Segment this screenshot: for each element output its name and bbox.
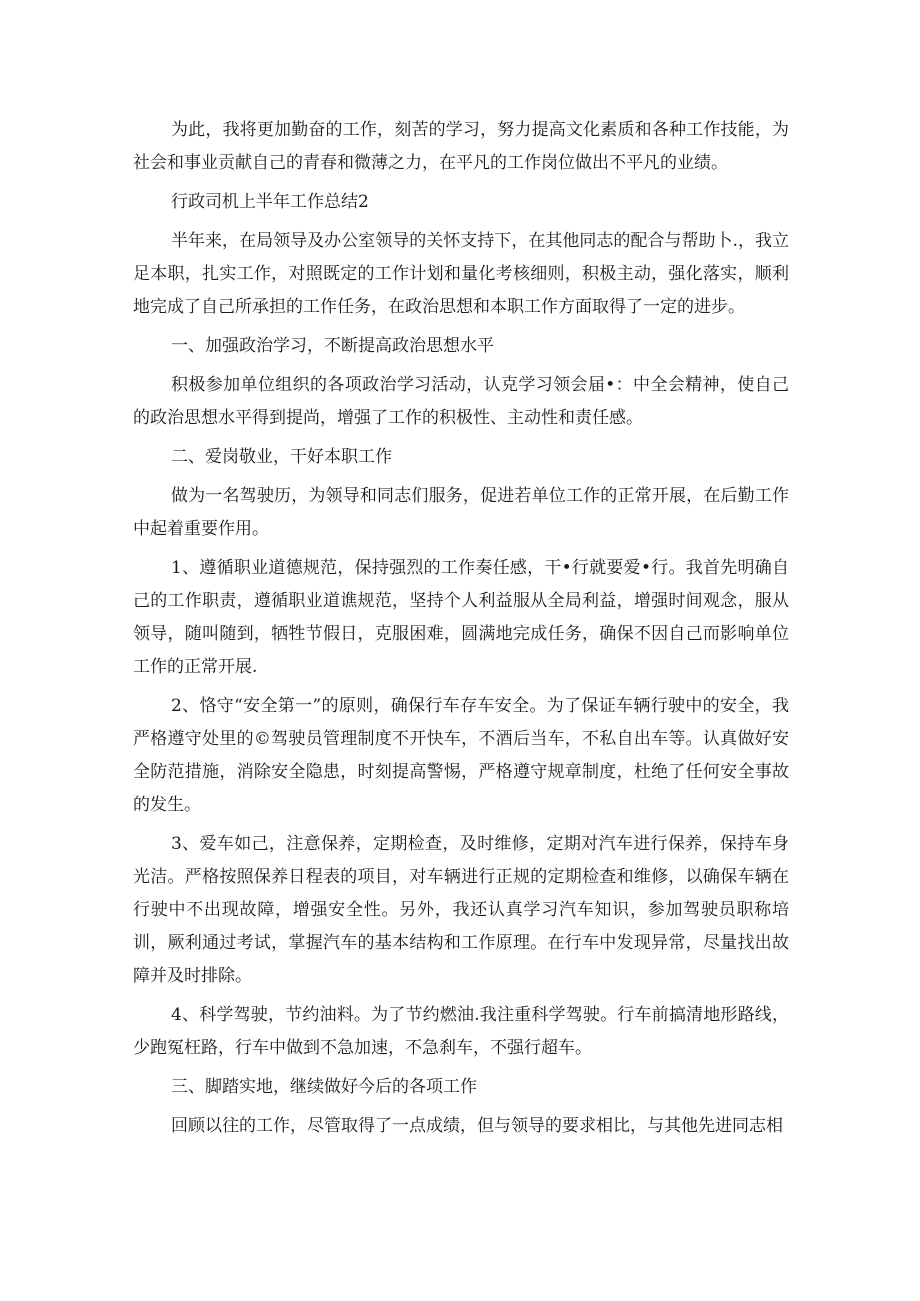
paragraph-intro: 半年来，在局领导及办公室领导的关怀支持下，在其他同志的配合与帮助卜.，我立足本职，扎实工作，对照既定的工作计划和量化考核细则，积极主动，强化落实，顺利地完成了自己所承担的工作任务，在政治思想和本职工作方面取得了一定的进步。 bbox=[133, 231, 789, 317]
document-body bbox=[133, 114, 789, 1149]
heading-dedication: 二、爱岗敬业，干好本职工作 bbox=[171, 447, 392, 467]
paragraph-item-4-fuel: 4、科学驾驶，节约油料。为了节约燃油.我注重科学驾驶。行车前搞清地形路线，少跑冤枉路，行车中做到不急加速，不急刹车，不强行超车。 bbox=[133, 1005, 789, 1058]
heading-future-work: 三、脚踏实地，继续做好今后的各项工作 bbox=[171, 1077, 477, 1097]
paragraph-item-3-maintenance: 3、爱车如己，注意保养，定期检查，及时维修，定期对汽车进行保养，保持车身光洁。严格按照保养日程表的项目，对车辆进行正规的定期检查和维修，以确保车辆在行驶中不出现故障，增强安全性。另外，我还认真学习汽车知识，参加驾驶员职称培训，厥利通过考试，掌握汽车的基本结构和工作原理。在行车中发现异常，尽量找出故障并及时排除。 bbox=[133, 834, 789, 986]
paragraph-political-study: 积极参加单位组织的各项政治学习活动，认克学习领会届•：中全会精神，使自己的政治思想水平得到提尚，增强了工作的积极性、主动性和责任感。 bbox=[133, 375, 789, 428]
section-title: 行政司机上半年工作总结2 bbox=[171, 192, 369, 212]
paragraph-closing-pledge: 为此，我将更加勤奋的工作，刻苦的学习，努力提高文化素质和各种工作技能，为社会和事业贡献自己的青春和微薄之力，在平凡的工作岗位做出不平凡的业绩。 bbox=[133, 120, 789, 173]
paragraph-item-1-ethics: 1、遵循职业道德规范，保持强烈的工作奏任感，干•行就要爱•行。我首先明确自己的工作职责，遵循职业道谯规范，坚持个人利益服从全局利益，增强时间观念，服从领导，随叫随到，牺牲节假日，克服困难，圆满地完成任务，确保不因自己而影响单位工作的正常开展. bbox=[133, 558, 789, 677]
paragraph-driver-role: 做为一名驾驶历，为领导和同志们服务，促进若单位工作的正常开展，在后勤工作中起着重要作用。 bbox=[133, 486, 789, 539]
heading-political-study: 一、加强政治学习，不断提高政治思想水平 bbox=[171, 336, 494, 356]
paragraph-review: 回顾以往的工作，尽管取得了一点成绩，但与领导的要求相比，与其他先进同志相 bbox=[171, 1116, 783, 1136]
paragraph-item-2-safety: 2、恪守“安全第一”的原则，确保行车存车安全。为了保证车辆行驶中的安全，我严格遵守处里的©驾驶员管理制度不开快车，不酒后当车，不私自出车等。认真做好安全防范措施，消除安全隐患，时刻提高警惕，严格遵守规章制度，杜绝了任何安全事故的发生。 bbox=[133, 696, 789, 815]
